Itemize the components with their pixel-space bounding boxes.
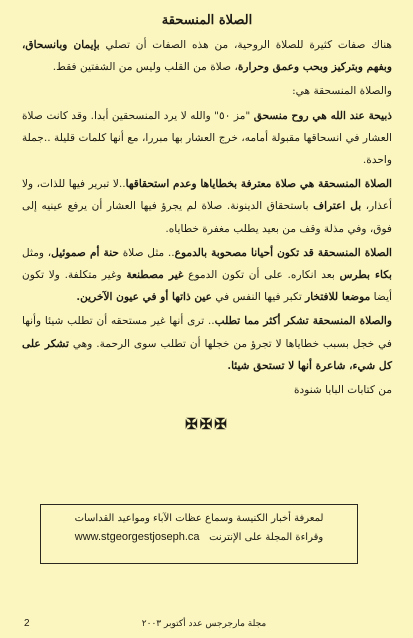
bold-text: بل اعتراف — [313, 200, 362, 213]
paragraph-thanks — [22, 310, 392, 377]
text: هناك صفات كثيرة للصلاة الروحية، من هذه الصفات أن تصلي — [99, 39, 393, 51]
bold-text: ذبيحة عند الله هي روح منسحق — [253, 109, 392, 122]
text: باستحقاق الدينونة. صلاة لم يجرؤ فيها العشار أن يرفع عينيه إلى فوق، وفي مذلة وقف من بعيد يطلب مغفرة خطاياه. — [22, 200, 392, 235]
text: "مز ٥٠" والله لا يرد المنسحقين أبدا. وقد كانت صلاة العشار في انسحاقها مقبولة أمامه، خرج العشار بها مبررا، مع أنها كلمات قليلة ..جملة واحدة. — [22, 109, 392, 167]
bold-text: تشكر على كل شيء، شاعرة أنها لا تستحق شيئا. — [22, 337, 392, 372]
notice-line-2 — [41, 528, 357, 547]
paragraph-confession — [22, 173, 392, 240]
text: بعد انكاره. على أن تكون الدموع — [183, 269, 340, 282]
text: .. ترى أنها غير مستحقه أن تطلب شيئا وأنها في خجل بسبب خطاياها لا تجرؤ من خجلها أن تطلب سوى الرحمة. وهي — [22, 315, 392, 350]
text: تكبر فيها النفس في — [211, 291, 306, 304]
paragraph-definition-label: والصلاة المنسحقة هي: — [292, 85, 392, 98]
bold-text: الصلاة المنسحقة قد تكون أحيانا مصحوبة بالدموع — [174, 246, 393, 259]
bold-text: بإيمان وبانسحاق، وبفهم وبتركيز وبحب وعمق وحرارة — [22, 39, 392, 74]
article-title: الصلاة المنسحقة — [161, 13, 253, 28]
bold-text: موضعا للافتخار — [305, 291, 371, 304]
bold-text: والصلاة المنسحقة تشكر أكثر مما تطلب — [214, 315, 392, 328]
author-signature: من كتابات البابا شنودة — [293, 384, 392, 397]
text: .. مثل صلاة — [118, 246, 175, 259]
crosses-ornament: ✠✠✠ — [185, 415, 229, 434]
website-notice-box — [40, 504, 358, 564]
page-number: 2 — [24, 618, 30, 629]
notice-line-2-text: وقراءة المجلة على الإنترنت — [209, 532, 324, 543]
text: ..لا تبرير فيها للذات، ولا أعذار، — [22, 178, 392, 213]
text: ، صلاة من القلب وليس من الشفتين فقط. — [52, 61, 238, 74]
magazine-caption: مجلة مارجرجس عدد أكتوبر ٢٠٠٣ — [141, 619, 267, 629]
bold-text: عين ذاتها أو في عيون الآخرين. — [76, 291, 212, 304]
bold-text: حنة أم صموئيل — [51, 246, 119, 259]
notice-line-1: لمعرفة أخبار الكنيسة وسماع عظات الآباء ومواعيد القداسات — [74, 513, 324, 524]
article — [22, 10, 392, 445]
text: وغير متكلفة. ولا تكون أيضا — [22, 269, 392, 304]
text: ، ومثل — [22, 246, 52, 259]
bold-text: بكاء بطرس — [339, 269, 392, 282]
bold-text: غير مصطنعة — [126, 269, 184, 282]
paragraph-tears — [22, 242, 392, 309]
paragraph-sacrifice — [22, 105, 392, 172]
bold-text: الصلاة المنسحقة هي صلاة معترفة بخطاياها وعدم استحقاقها — [125, 178, 392, 191]
website-link[interactable]: www.stgeorgestjoseph.ca — [74, 531, 200, 543]
paragraph-intro — [22, 34, 392, 78]
